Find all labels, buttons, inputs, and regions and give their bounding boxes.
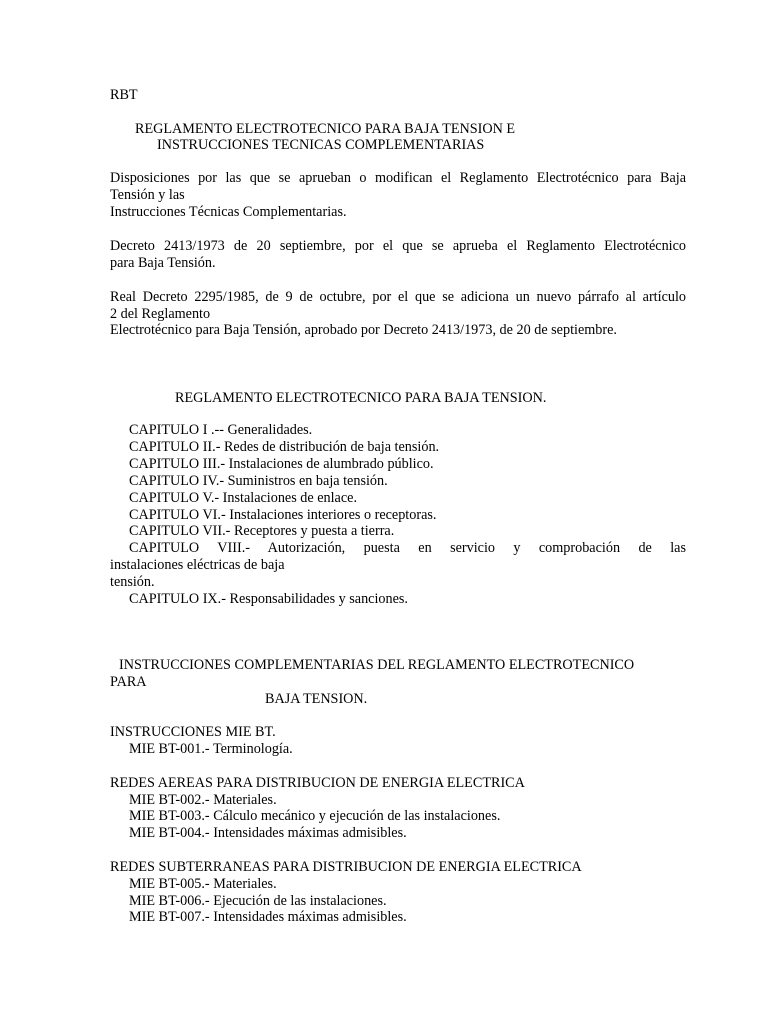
document-code: RBT xyxy=(110,87,138,103)
document-title-line-2: INSTRUCCIONES TECNICAS COMPLEMENTARIAS xyxy=(157,137,485,153)
instrucciones-heading-line-1: INSTRUCCIONES COMPLEMENTARIAS DEL REGLAMENTO ELECTROTECNICO xyxy=(119,657,635,673)
intro-paragraph-3-line: 2 del Reglamento xyxy=(110,306,211,322)
mie-item: MIE BT-003.- Cálculo mecánico y ejecución de las instalaciones. xyxy=(129,808,501,824)
intro-paragraph-1-line: Tensión y las xyxy=(110,187,185,203)
section-heading-redes-aereas: REDES AEREAS PARA DISTRIBUCION DE ENERGIA ELECTRICA xyxy=(110,775,525,791)
instrucciones-heading-line-3: BAJA TENSION. xyxy=(265,691,368,707)
chapter-item: CAPITULO VIII.- Autorización, puesta en servicio y comprobación de las xyxy=(129,540,686,556)
intro-paragraph-1-line: Disposiciones por las que se aprueban o modifican el Reglamento Electrotécnico para Baja xyxy=(110,170,686,186)
chapter-item: CAPITULO II.- Redes de distribución de baja tensión. xyxy=(129,439,440,455)
mie-item: MIE BT-004.- Intensidades máximas admisibles. xyxy=(129,825,407,841)
mie-item: MIE BT-006.- Ejecución de las instalaciones. xyxy=(129,893,387,909)
document-title-line-1: REGLAMENTO ELECTROTECNICO PARA BAJA TENSION E xyxy=(135,121,516,137)
intro-paragraph-2-line: Decreto 2413/1973 de 20 septiembre, por el que se aprueba el Reglamento Electrotécnico xyxy=(110,238,686,254)
chapter-item: CAPITULO IV.- Suministros en baja tensión. xyxy=(129,473,388,489)
section-heading-mie: INSTRUCCIONES MIE BT. xyxy=(110,724,276,740)
intro-paragraph-1-line: Instrucciones Técnicas Complementarias. xyxy=(110,204,347,220)
intro-paragraph-3-line: Real Decreto 2295/1985, de 9 de octubre, por el que se adiciona un nuevo párrafo al artículo xyxy=(110,289,686,305)
intro-paragraph-2-line: para Baja Tensión. xyxy=(110,255,216,271)
mie-item: MIE BT-007.- Intensidades máximas admisibles. xyxy=(129,909,407,925)
chapter-item-continuation: tensión. xyxy=(110,574,155,590)
instrucciones-heading-line-2: PARA xyxy=(110,674,147,690)
section-heading-redes-subterraneas: REDES SUBTERRANEAS PARA DISTRIBUCION DE ENERGIA ELECTRICA xyxy=(110,859,582,875)
chapter-item-continuation: instalaciones eléctricas de baja xyxy=(110,557,285,573)
mie-item: MIE BT-002.- Materiales. xyxy=(129,792,277,808)
chapter-item: CAPITULO III.- Instalaciones de alumbrado público. xyxy=(129,456,434,472)
mie-item: MIE BT-001.- Terminología. xyxy=(129,741,293,757)
chapter-item: CAPITULO I .-- Generalidades. xyxy=(129,422,313,438)
chapter-item: CAPITULO VII.- Receptores y puesta a tierra. xyxy=(129,523,395,539)
chapter-item: CAPITULO V.- Instalaciones de enlace. xyxy=(129,490,357,506)
intro-paragraph-3-line: Electrotécnico para Baja Tensión, aprobado por Decreto 2413/1973, de 20 de septiembre. xyxy=(110,322,617,338)
reglamento-heading: REGLAMENTO ELECTROTECNICO PARA BAJA TENSION. xyxy=(175,390,547,406)
mie-item: MIE BT-005.- Materiales. xyxy=(129,876,277,892)
chapter-item: CAPITULO IX.- Responsabilidades y sanciones. xyxy=(129,591,408,607)
chapter-item: CAPITULO VI.- Instalaciones interiores o receptoras. xyxy=(129,507,437,523)
